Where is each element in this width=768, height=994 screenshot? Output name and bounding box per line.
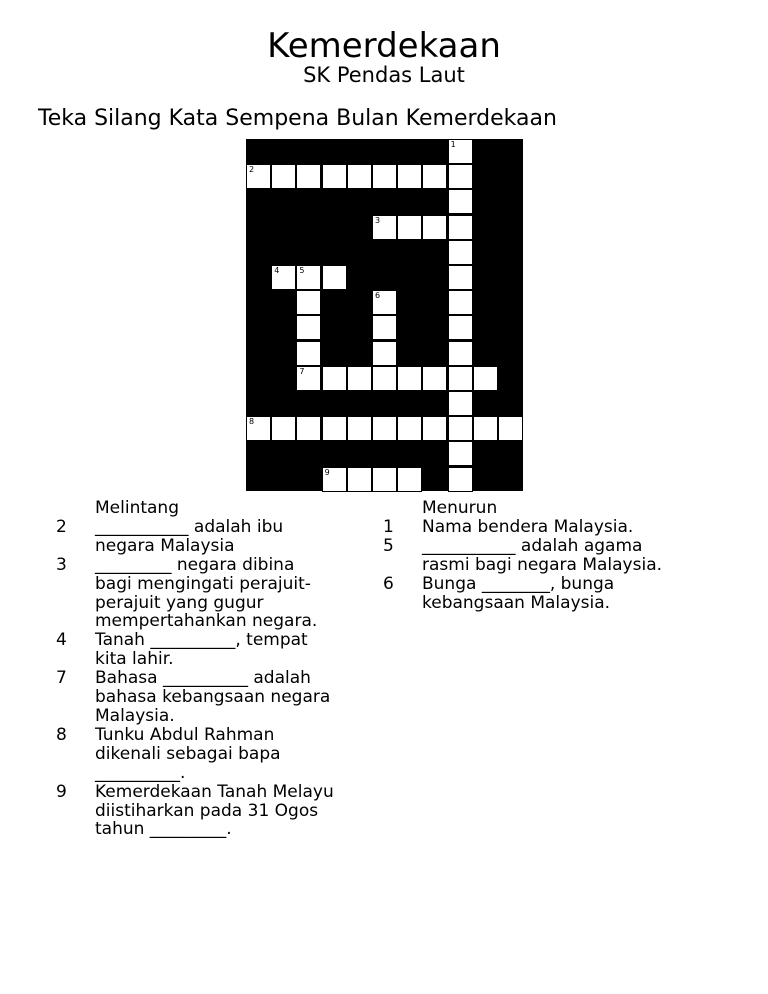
crossword-cell[interactable]	[347, 467, 372, 492]
puzzle-heading: Teka Silang Kata Sempena Bulan Kemerdekaan	[38, 106, 557, 131]
crossword-cell[interactable]	[448, 416, 473, 441]
crossword-cell[interactable]	[296, 366, 321, 391]
crossword-cell[interactable]	[397, 366, 422, 391]
crossword-cell[interactable]	[322, 467, 347, 492]
crossword-cell[interactable]	[448, 391, 473, 416]
crossword-cell[interactable]	[322, 366, 347, 391]
crossword-cell[interactable]	[271, 164, 296, 189]
clue-number: 9	[56, 781, 67, 802]
cell-number: 6	[375, 291, 381, 301]
crossword-grid	[246, 139, 523, 491]
crossword-cell[interactable]	[397, 416, 422, 441]
crossword-cell[interactable]	[296, 290, 321, 315]
crossword-cell[interactable]	[372, 467, 397, 492]
crossword-cell[interactable]	[271, 416, 296, 441]
clue-number: 8	[56, 724, 67, 745]
crossword-cell[interactable]	[372, 315, 397, 340]
crossword-cell[interactable]	[397, 215, 422, 240]
across-clues	[56, 498, 340, 840]
crossword-cell[interactable]	[422, 366, 447, 391]
crossword-cell[interactable]	[397, 164, 422, 189]
crossword-cell[interactable]	[372, 416, 397, 441]
crossword-cell[interactable]	[422, 215, 447, 240]
down-clue	[383, 575, 673, 613]
cell-number: 7	[299, 366, 305, 376]
crossword-cell[interactable]	[498, 416, 523, 441]
crossword-cell[interactable]	[347, 366, 372, 391]
clue-number: 3	[56, 554, 67, 575]
crossword-cell[interactable]	[448, 290, 473, 315]
clue-text: Nama bendera Malaysia.	[422, 516, 634, 537]
crossword-cell[interactable]	[448, 139, 473, 164]
crossword-cell[interactable]	[347, 416, 372, 441]
across-clue	[56, 781, 340, 840]
crossword-cell[interactable]	[448, 467, 473, 492]
crossword-cell[interactable]	[372, 366, 397, 391]
across-clue	[56, 669, 336, 726]
cell-number: 8	[249, 417, 255, 427]
clue-text: Tanah __________, tempat kita lahir.	[95, 630, 314, 670]
crossword-cell[interactable]	[322, 416, 347, 441]
down-clues-title: Menurun	[422, 498, 498, 518]
across-clue	[56, 726, 336, 783]
clue-text: _________ negara dibina bagi mengingati perajuit-perajuit yang gugur mempertahankan negara.	[95, 554, 318, 632]
crossword-cell[interactable]	[448, 441, 473, 466]
crossword-cell[interactable]	[473, 366, 498, 391]
crossword-cell[interactable]	[448, 164, 473, 189]
across-clue-list	[56, 516, 340, 840]
down-clue	[383, 518, 673, 537]
crossword-cell[interactable]	[347, 164, 372, 189]
crossword-cell[interactable]	[296, 315, 321, 340]
cell-number: 3	[375, 215, 381, 225]
cell-number: 5	[299, 266, 305, 275]
crossword-cell[interactable]	[372, 164, 397, 189]
crossword-cell[interactable]	[271, 265, 296, 290]
page-subtitle: SK Pendas Laut	[303, 63, 465, 87]
across-clues-title: Melintang	[95, 498, 179, 518]
down-clues	[383, 499, 673, 612]
crossword-cell[interactable]	[422, 164, 447, 189]
crossword-cell[interactable]	[397, 467, 422, 492]
across-clue	[56, 518, 336, 556]
crossword-cell[interactable]	[448, 315, 473, 340]
crossword-cell[interactable]	[448, 189, 473, 214]
crossword-cell[interactable]	[448, 215, 473, 240]
crossword-cell[interactable]	[296, 265, 321, 290]
crossword-cell[interactable]	[448, 341, 473, 366]
down-clue	[383, 537, 673, 575]
crossword-cell[interactable]	[448, 366, 473, 391]
clue-text: Bunga ________, bunga kebangsaan Malaysia.	[422, 573, 620, 613]
crossword-cell[interactable]	[372, 215, 397, 240]
page-title: Kemerdekaan	[267, 26, 501, 66]
clue-text: Bahasa __________ adalah bahasa kebangsaan negara Malaysia.	[95, 668, 336, 726]
clue-text: Kemerdekaan Tanah Melayu diistiharkan pada 31 Ogos tahun _________.	[95, 781, 340, 840]
clue-text: Tunku Abdul Rahman dikenali sebagai bapa __________.	[95, 724, 286, 783]
crossword-cell[interactable]	[448, 240, 473, 265]
crossword-cell[interactable]	[246, 416, 271, 441]
cell-number: 4	[274, 266, 280, 275]
cell-number: 1	[450, 140, 456, 149]
crossword-cell[interactable]	[372, 290, 397, 315]
clue-number: 6	[383, 573, 394, 594]
cell-number: 9	[324, 467, 330, 477]
clue-number: 7	[56, 668, 67, 689]
crossword-cell[interactable]	[448, 265, 473, 290]
crossword-cell[interactable]	[296, 341, 321, 366]
crossword-cell[interactable]	[246, 164, 271, 189]
crossword-cell[interactable]	[473, 416, 498, 441]
crossword-cell[interactable]	[422, 416, 447, 441]
clue-text: ___________ adalah ibu negara Malaysia	[95, 516, 289, 556]
crossword-cell[interactable]	[296, 416, 321, 441]
clue-number: 2	[56, 516, 67, 537]
across-clue	[56, 631, 336, 669]
crossword-cell[interactable]	[322, 265, 347, 290]
clue-number: 1	[383, 516, 394, 537]
clue-text: ___________ adalah agama rasmi bagi negara Malaysia.	[422, 535, 663, 575]
cell-number: 2	[249, 165, 255, 175]
crossword-cell[interactable]	[372, 341, 397, 366]
down-clue-list	[383, 518, 673, 613]
across-clue	[56, 556, 336, 632]
clue-number: 5	[383, 535, 394, 556]
crossword-cell[interactable]	[322, 164, 347, 189]
crossword-cell[interactable]	[296, 164, 321, 189]
clue-number: 4	[56, 630, 67, 651]
